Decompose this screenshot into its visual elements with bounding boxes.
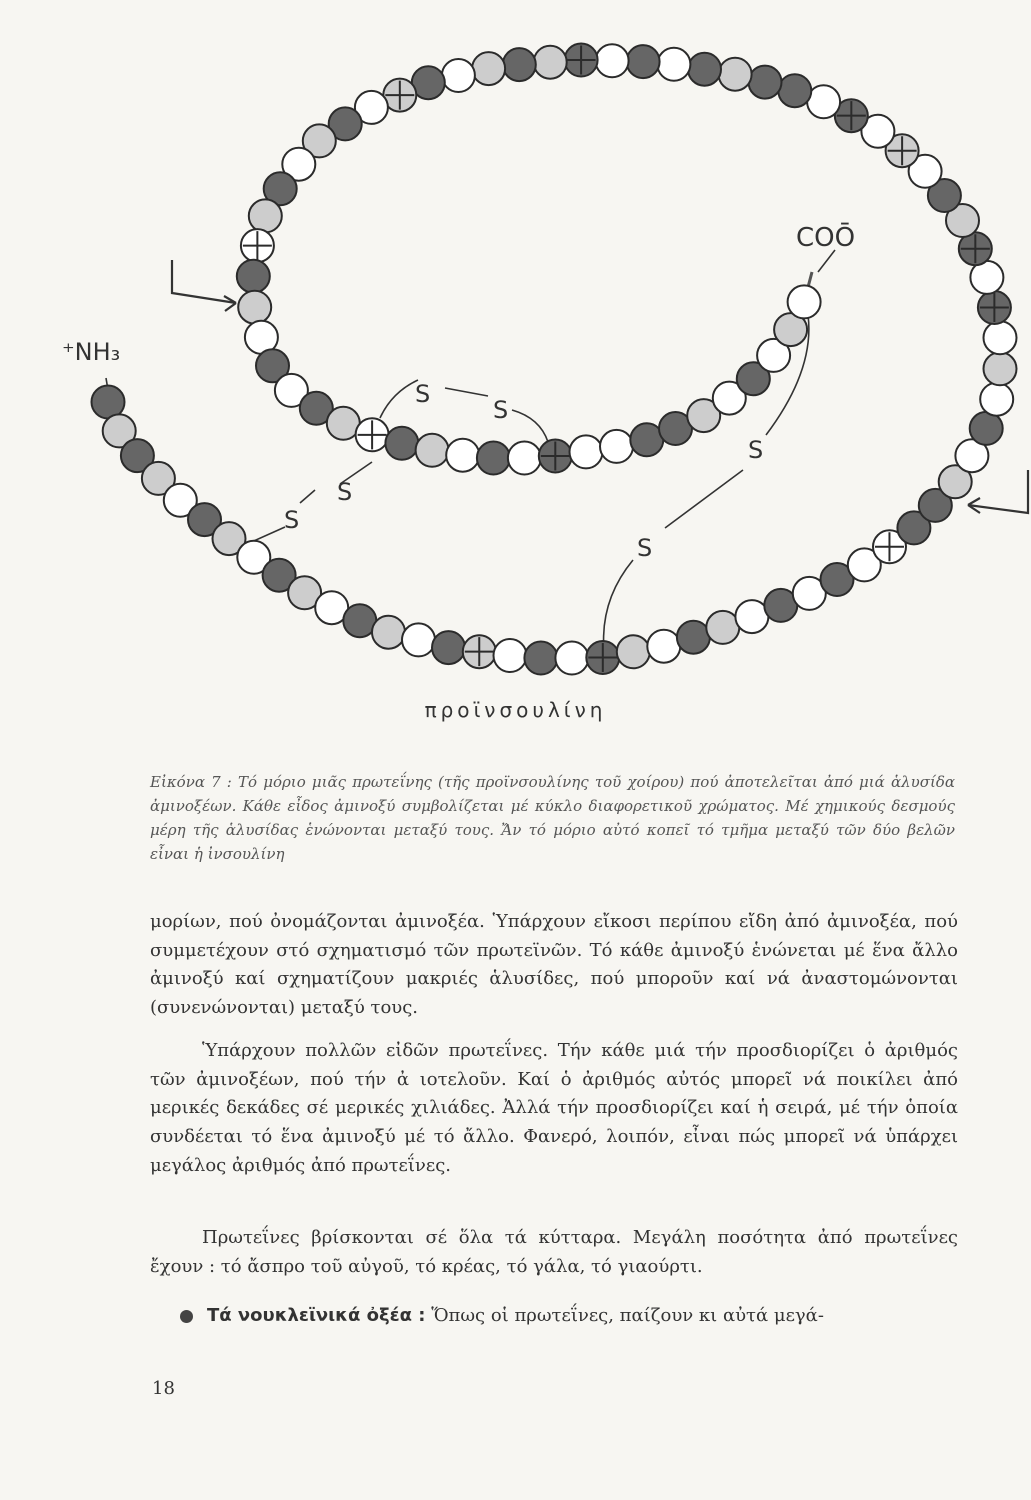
sulfur-label: S	[337, 478, 353, 506]
sulfur-label: S	[748, 436, 764, 464]
amino-acid-bead	[494, 639, 527, 672]
amino-acid-bead	[617, 635, 650, 668]
section-text: Ὅπως οἱ πρωτεΐνες, παίζουν κι αὐτά μεγά-	[431, 1305, 824, 1326]
nh3-label: ⁺NH₃	[62, 338, 121, 366]
sulfur-label: S	[415, 380, 431, 408]
amino-acid-bead	[688, 53, 721, 86]
amino-acid-bead	[446, 439, 479, 472]
amino-acid-bead	[249, 199, 282, 232]
amino-acid-bead	[524, 642, 557, 675]
disulfide-line	[512, 410, 548, 442]
amino-acid-bead	[600, 430, 633, 463]
figure-caption: Εἰκόνα 7 : Τό μόριο μιᾶς πρωτεΐνης (τῆς προϊνσουλίνης τοῦ χοίρου) πού ἀποτελεῖται ἀπό μιά ἁλυσίδα ἀμινοξέων. Κάθε εἶδος ἀμινοξύ συμβολίζεται μέ κύκλο διαφορετικοῦ χρώματος. Μέ χημικούς δεσμούς μέρη τῆς ἁλυσίδας ἑνώνονται μεταξύ τους. Ἄν τό μόριο αὐτό κοπεῖ τό τμῆμα μεταξύ τῶν δύο βελῶν εἶναι ἡ ἰνσουλίνη	[150, 773, 955, 863]
bullet-icon	[180, 1310, 193, 1323]
amino-acid-bead	[647, 630, 680, 663]
amino-acid-bead	[555, 642, 588, 675]
coo-label: COŌ	[796, 223, 856, 253]
disulfide-line	[300, 490, 315, 503]
paragraph: Πρωτεΐνες βρίσκονται σέ ὅλα τά κύτταρα. Μεγάλη ποσότητα ἀπό πρωτεΐνες ἔχουν : τό ἄσπρο τοῦ αὐγοῦ, τό κρέας, τό γάλα, τό γιαούρτι.	[150, 1227, 958, 1277]
disulfide-line	[380, 380, 418, 418]
amino-acid-bead	[706, 611, 739, 644]
amino-acid-bead	[788, 285, 821, 318]
amino-acid-bead	[432, 631, 465, 664]
amino-acid-bead	[238, 291, 271, 324]
amino-acid-bead	[627, 45, 660, 78]
sulfur-label: S	[493, 396, 509, 424]
amino-acid-bead	[402, 623, 435, 656]
paragraph: μορίων, πού ὀνομάζονται ἀμινοξέα. Ὑπάρχουν εἴκοσι περίπου εἴδη ἀπό ἀμινοξέα, πού συμμετέχουν στό σχηματισμό τῶν πρωτεϊνῶν. Τό κάθε ἀμινοξύ ἑνώνεται μέ ἕνα ἄλλο ἀμινοξύ καί σχηματίζουν μακριές ἁλυσίδες, πού μποροῦν καί νά ἀναστομώνονται (συνενώνονται) μεταξύ τους.	[150, 911, 958, 1019]
amino-acid-bead	[984, 321, 1017, 354]
amino-acid-bead	[534, 46, 567, 79]
amino-acid-beads	[92, 44, 1017, 675]
amino-acid-bead	[980, 383, 1013, 416]
disulfide-line	[665, 470, 743, 528]
amino-acid-bead	[778, 74, 811, 107]
paragraph: Ὑπάρχουν πολλῶν εἰδῶν πρωτεΐνες. Τήν κάθε μιά τήν προσδιορίζει ὁ ἀριθμός τῶν ἀμινοξέων, πού τήν ἀ ιοτελοῦν. Καί ὁ ἀριθμός αὐτός μπορεῖ νά ποικίλει ἀπό μερικές δεκάδες σέ μερικές χιλιάδες. Ἀλλά τήν προσδιορίζει καί ἡ σειρά, μέ τήν ὁποία συνδέεται τό ἕνα ἀμινοξύ μέ τό ἄλλο. Φανερό, λοιπόν, εἶναι πώς μπορεῖ νά ὑπάρχει μεγάλος ἀριθμός ἀπό πρωτεΐνες.	[150, 1040, 958, 1176]
amino-acid-bead	[477, 442, 510, 475]
amino-acid-bead	[416, 434, 449, 467]
sulfur-label: S	[637, 534, 653, 562]
coo-connector	[818, 250, 835, 272]
amino-acid-bead	[237, 260, 270, 293]
amino-acid-bead	[503, 48, 536, 81]
amino-acid-bead	[657, 48, 690, 81]
disulfide-line	[445, 388, 488, 396]
section-heading: Τά νουκλεϊνικά ὀξέα :	[207, 1305, 426, 1326]
figure-title: προϊνσουλίνη	[424, 698, 607, 722]
section-paragraph	[150, 1302, 958, 1331]
page-number: 18	[152, 1378, 175, 1399]
sulfur-label: S	[284, 506, 300, 534]
amino-acid-bead	[596, 44, 629, 77]
cut-arrow-right	[968, 470, 1028, 513]
amino-acid-bead	[442, 59, 475, 92]
amino-acid-bead	[719, 58, 752, 91]
amino-acid-bead	[385, 427, 418, 460]
amino-acid-bead	[570, 435, 603, 468]
amino-acid-bead	[984, 352, 1017, 385]
amino-acid-bead	[508, 442, 541, 475]
amino-acid-bead	[372, 616, 405, 649]
arrow-head-icon	[224, 296, 236, 311]
amino-acid-bead	[970, 412, 1003, 445]
amino-acid-bead	[749, 66, 782, 99]
amino-acid-bead	[472, 52, 505, 85]
amino-acid-bead	[677, 621, 710, 654]
